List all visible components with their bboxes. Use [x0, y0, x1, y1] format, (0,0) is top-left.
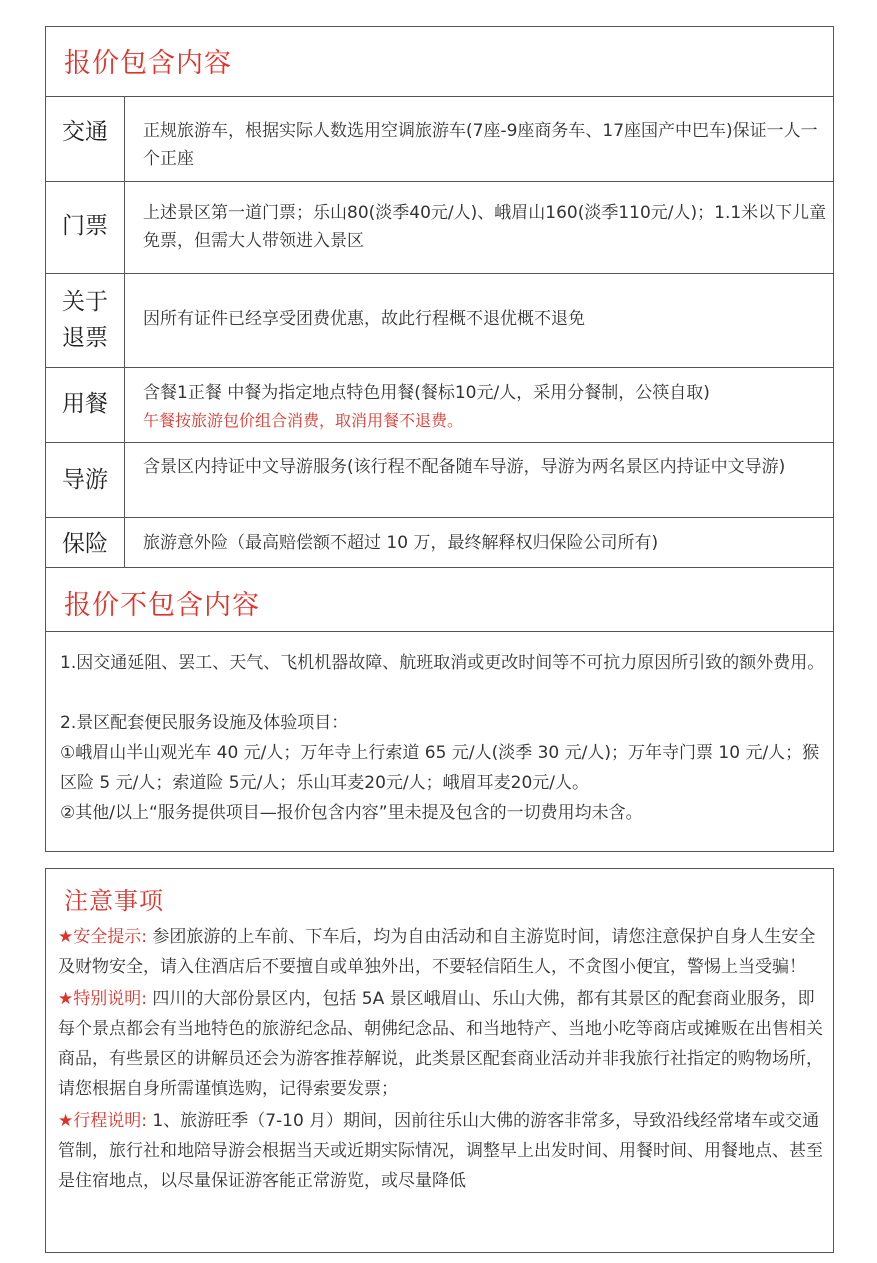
- excluded-item: 1.因交通延阻、罢工、天气、飞机机器故障、航班取消或更改时间等不可抗力原因所引致的额外费用。: [60, 653, 825, 673]
- row-label-refund-1: 关于: [62, 289, 108, 315]
- note-head: ★安全提示:: [58, 927, 147, 947]
- excluded-item: 2.景区配套便民服务设施及体验项目：: [60, 713, 349, 733]
- divider: [46, 567, 833, 568]
- notes-title: 注意事项: [64, 887, 164, 915]
- note-head: ★特别说明:: [58, 989, 147, 1009]
- divider: [46, 181, 833, 182]
- divider: [46, 273, 833, 274]
- note-text: 1、旅游旺季（7-10 月）期间，因前往乐山大佛的游客非常多，导致沿线经常堵车或交通管制，旅行社和地陪导游会根据当天或近期实际情况，调整早上出发时间、用餐时间、用餐地点、甚至是住宿地点，以尽量保证游客能正常游览，或尽量降低: [58, 1111, 823, 1191]
- row-note-meals: 午餐按旅游包价组合消费，取消用餐不退费。: [143, 411, 464, 430]
- note-head: ★行程说明:: [58, 1111, 147, 1131]
- divider: [46, 517, 833, 518]
- pricing-table: [45, 26, 834, 852]
- column-divider: [124, 96, 125, 567]
- note-item: [58, 922, 828, 982]
- row-text-meals: 含餐1正餐 中餐为指定地点特色用餐(餐标10元/人，采用分餐制，公筷自取): [143, 383, 710, 403]
- included-title: 报价包含内容: [64, 48, 232, 79]
- excluded-title: 报价不包含内容: [64, 590, 260, 621]
- divider: [46, 367, 833, 368]
- row-label-tickets: 门票: [62, 213, 108, 239]
- row-label-refund-2: 退票: [62, 325, 108, 351]
- note-text: 参团旅游的上车前、下车后，均为自由活动和自主游览时间，请您注意保护自身人生安全及财物安全，请入住酒店后不要擅自或单独外出，不要轻信陌生人，不贪图小便宜，警惕上当受骗！: [58, 927, 816, 977]
- note-item: [58, 1106, 828, 1196]
- row-text-tickets: 上述景区第一道门票；乐山80(淡季40元/人)、峨眉山160(淡季110元/人)；1.1米以下儿童免票，但需大人带领进入景区: [143, 203, 827, 251]
- row-text-insurance: 旅游意外险（最高赔偿额不超过 10 万，最终解释权归保险公司所有): [143, 533, 659, 553]
- row-label-insurance: 保险: [62, 531, 108, 557]
- row-text-transport: 正规旅游车，根据实际人数选用空调旅游车(7座-9座商务车、17座国产中巴车)保证一人一个正座: [143, 121, 818, 169]
- divider: [46, 96, 833, 97]
- note-text: 四川的大部份景区内，包括 5A 景区峨眉山、乐山大佛，都有其景区的配套商业服务，即每个景点都会有当地特色的旅游纪念品、朝佛纪念品、和当地特产、当地小吃等商店或摊贩在出售相关商品，有些景区的讲解员还会为游客推荐解说，此类景区配套商业活动并非我旅行社指定的购物场所，请您根据自身所需谨慎选购，记得索要发票；: [58, 989, 823, 1099]
- notes-box: [45, 868, 834, 1253]
- row-text-guide: 含景区内持证中文导游服务(该行程不配备随车导游，导游为两名景区内持证中文导游): [143, 457, 786, 477]
- row-label-guide: 导游: [62, 467, 108, 493]
- divider: [46, 442, 833, 443]
- divider: [46, 631, 833, 632]
- row-label-transport: 交通: [62, 119, 108, 145]
- notes-list: [58, 922, 828, 1198]
- row-label-meals: 用餐: [62, 391, 108, 417]
- excluded-item: ①峨眉山半山观光车 40 元/人；万年寺上行索道 65 元/人(淡季 30 元/人)；万年寺门票 10 元/人；猴区险 5 元/人；索道险 5元/人；乐山耳麦20元/人；峨眉耳麦20元/人。: [60, 743, 820, 793]
- excluded-item: ②其他/以上“服务提供项目—报价包含内容”里未提及包含的一切费用均未含。: [60, 803, 643, 823]
- row-text-refund: 因所有证件已经享受团费优惠，故此行程概不退优概不退免: [143, 309, 585, 329]
- note-item: [58, 984, 828, 1104]
